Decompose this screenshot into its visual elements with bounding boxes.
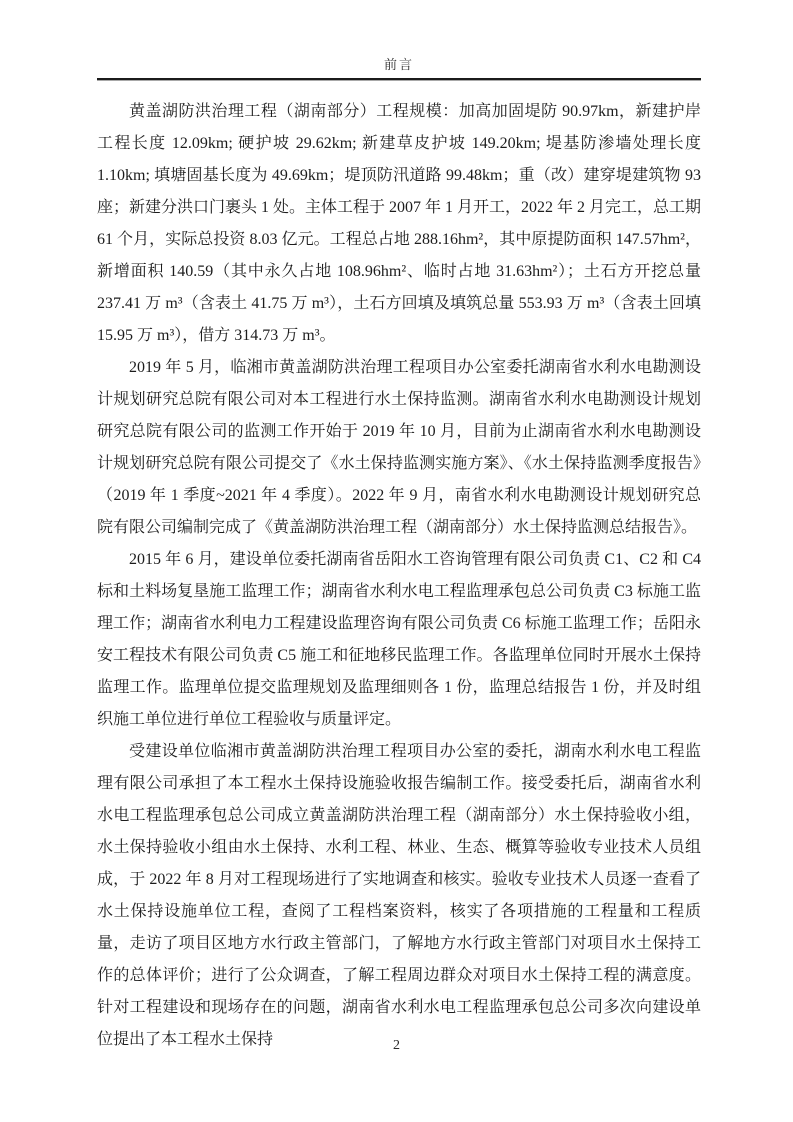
paragraph-supervision: 2015 年 6 月，建设单位委托湖南省岳阳水工咨询管理有限公司负责 C1、C2 和 C4 标和土料场复垦施工监理工作；湖南省水利水电工程监理承包总公司负责 C3 标施工监理工作；湖南省水利电力工程建设监理咨询有限公司负责 C6 标施工监理工作；岳阳永安工程技术有限公司负责 C5 施工和征地移民监理工作。各监理单位同时开展水土保持监理工作。监理单位提交监理规划及监理细则各 1 份，监理总结报告 1 份，并及时组织施工单位进行单位工程验收与质量评定。 <box>97 551 701 728</box>
header-title: 前言 <box>383 57 414 72</box>
page-header <box>97 54 701 81</box>
document-body <box>97 96 701 1056</box>
paragraph-monitoring: 2019 年 5 月，临湘市黄盖湖防洪治理工程项目办公室委托湖南省水利水电勘测设计规划研究总院有限公司对本工程进行水土保持监测。湖南省水利水电勘测设计规划研究总院有限公司的监测工作开始于 2019 年 10 月，目前为止湖南省水利水电勘测设计规划研究总院有限公司提交了《水土保持监测实施方案》、《水土保持监测季度报告》（2019 年 1 季度~2021 年 4 季度）。2022 年 9 月，南省水利水电勘测设计规划研究总院有限公司编制完成了《黄盖湖防洪治理工程（湖南部分）水土保持监测总结报告》。 <box>97 359 701 536</box>
paragraph-acceptance: 受建设单位临湘市黄盖湖防洪治理工程项目办公室的委托，湖南水利水电工程监理有限公司承担了本工程水土保持设施验收报告编制工作。接受委托后，湖南省水利水电工程监理承包总公司成立黄盖湖防洪治理工程（湖南部分）水土保持验收小组，水土保持验收小组由水土保持、水利工程、林业、生态、概算等验收专业技术人员组成，于 2022 年 8 月对工程现场进行了实地调查和核实。验收专业技术人员逐一查看了水土保持设施单位工程，查阅了工程档案资料，核实了各项措施的工程量和工程质量，走访了项目区地方水行政主管部门，了解地方水行政主管部门对项目水土保持工作的总体评价；进行了公众调查，了解工程周边群众对项目水土保持工程的满意度。针对工程建设和现场存在的问题，湖南省水利水电工程监理承包总公司多次向建设单位提出了本工程水土保持 <box>97 743 701 1048</box>
page-number: 2 <box>393 1038 400 1053</box>
header-rule <box>97 78 701 81</box>
paragraph-project-scale: 黄盖湖防洪治理工程（湖南部分）工程规模：加高加固堤防 90.97km，新建护岸工程长度 12.09km; 硬护坡 29.62km; 新建草皮护坡 149.20km; 堤基防渗墙处理长度 1.10km; 填塘固基长度为 49.69km；堤顶防汛道路 99.48km；重（改）建穿堤建筑物 93 座；新建分洪口门裹头 1 处。主体工程于 2007 年 1 月开工，2022 年 2 月完工，总工期 61 个月，实际总投资 8.03 亿元。工程总占地 288.16hm²，其中原提防面积 147.57hm²，新增面积 140.59（其中永久占地 108.96hm²、临时占地 31.63hm²）；土石方开挖总量 237.41 万 m³（含表土 41.75 万 m³），土石方回填及填筑总量 553.93 万 m³（含表土回填 15.95 万 m³），借方 314.73 万 m³。 <box>97 103 702 344</box>
page-footer <box>0 1038 793 1054</box>
